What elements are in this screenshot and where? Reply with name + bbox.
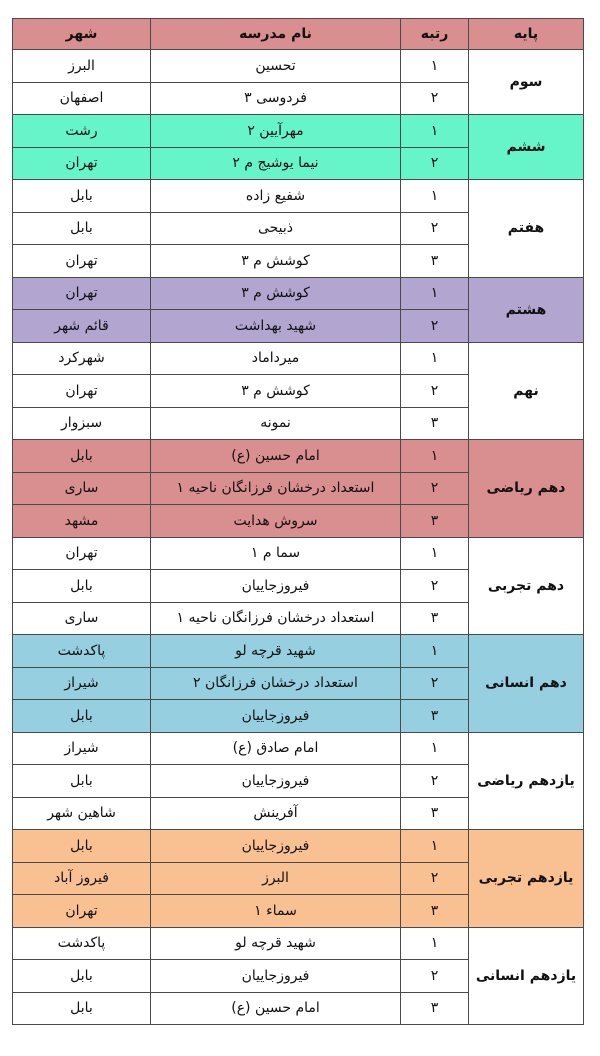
school-cell: ذبیحی — [151, 212, 401, 245]
city-cell: مشهد — [13, 505, 151, 538]
rank-cell: ۳ — [401, 992, 469, 1025]
city-cell: شاهین شهر — [13, 797, 151, 830]
city-cell: شیراز — [13, 732, 151, 765]
results-table — [12, 18, 584, 1025]
city-cell: بابل — [13, 180, 151, 213]
table-row — [13, 277, 584, 310]
school-cell: آفرینش — [151, 797, 401, 830]
city-cell: فیروز آباد — [13, 862, 151, 895]
rank-cell: ۱ — [401, 732, 469, 765]
city-cell: بابل — [13, 700, 151, 733]
grade-cell: ششم — [469, 115, 584, 180]
rank-cell: ۱ — [401, 50, 469, 83]
school-cell: میرداماد — [151, 342, 401, 375]
grade-cell: دهم ریاضی — [469, 440, 584, 538]
grade-cell: سوم — [469, 50, 584, 115]
school-cell: شفیع زاده — [151, 180, 401, 213]
grade-cell: دهم انسانی — [469, 635, 584, 733]
rank-cell: ۱ — [401, 635, 469, 668]
grade-cell: دهم تجربی — [469, 537, 584, 635]
grade-cell: یازدهم تجربی — [469, 830, 584, 928]
table-row — [13, 537, 584, 570]
header-school: نام مدرسه — [151, 19, 401, 50]
rank-cell: ۲ — [401, 472, 469, 505]
city-cell: ساری — [13, 602, 151, 635]
table-row — [13, 440, 584, 473]
results-table-container — [12, 18, 583, 1025]
rank-cell: ۳ — [401, 700, 469, 733]
school-cell: سروش هدایت — [151, 505, 401, 538]
header-grade: پایه — [469, 19, 584, 50]
city-cell: قائم شهر — [13, 310, 151, 343]
city-cell: بابل — [13, 440, 151, 473]
city-cell: سبزوار — [13, 407, 151, 440]
school-cell: فیروزجاییان — [151, 765, 401, 798]
table-row — [13, 927, 584, 960]
table-row — [13, 635, 584, 668]
rank-cell: ۱ — [401, 115, 469, 148]
school-cell: شهید قرچه لو — [151, 635, 401, 668]
header-rank: رتبه — [401, 19, 469, 50]
city-cell: بابل — [13, 570, 151, 603]
rank-cell: ۲ — [401, 765, 469, 798]
rank-cell: ۱ — [401, 180, 469, 213]
table-row — [13, 115, 584, 148]
table-row — [13, 342, 584, 375]
school-cell: امام حسین (ع) — [151, 992, 401, 1025]
school-cell: نیما یوشیج م ۲ — [151, 147, 401, 180]
city-cell: شهرکرد — [13, 342, 151, 375]
school-cell: سماء ۱ — [151, 895, 401, 928]
grade-cell: یازدهم انسانی — [469, 927, 584, 1025]
table-row — [13, 732, 584, 765]
header-city: شهر — [13, 19, 151, 50]
school-cell: نمونه — [151, 407, 401, 440]
city-cell: البرز — [13, 50, 151, 83]
grade-cell: یازدهم ریاضی — [469, 732, 584, 830]
rank-cell: ۲ — [401, 960, 469, 993]
city-cell: تهران — [13, 895, 151, 928]
school-cell: مهرآیین ۲ — [151, 115, 401, 148]
city-cell: اصفهان — [13, 82, 151, 115]
table-row — [13, 180, 584, 213]
city-cell: شیراز — [13, 667, 151, 700]
school-cell: فیروزجاییان — [151, 830, 401, 863]
rank-cell: ۲ — [401, 375, 469, 408]
school-cell: فیروزجاییان — [151, 570, 401, 603]
school-cell: کوشش م ۳ — [151, 277, 401, 310]
city-cell: ساری — [13, 472, 151, 505]
city-cell: تهران — [13, 245, 151, 278]
rank-cell: ۳ — [401, 505, 469, 538]
city-cell: پاکدشت — [13, 927, 151, 960]
table-row — [13, 830, 584, 863]
rank-cell: ۳ — [401, 797, 469, 830]
rank-cell: ۱ — [401, 830, 469, 863]
rank-cell: ۱ — [401, 537, 469, 570]
rank-cell: ۳ — [401, 602, 469, 635]
rank-cell: ۲ — [401, 82, 469, 115]
rank-cell: ۲ — [401, 212, 469, 245]
rank-cell: ۲ — [401, 570, 469, 603]
rank-cell: ۱ — [401, 277, 469, 310]
grade-cell: هشتم — [469, 277, 584, 342]
grade-cell: هفتم — [469, 180, 584, 278]
school-cell: استعداد درخشان فرزانگان ۲ — [151, 667, 401, 700]
city-cell: رشت — [13, 115, 151, 148]
rank-cell: ۱ — [401, 927, 469, 960]
school-cell: استعداد درخشان فرزانگان ناحیه ۱ — [151, 472, 401, 505]
header-row — [13, 19, 584, 50]
rank-cell: ۲ — [401, 862, 469, 895]
school-cell: البرز — [151, 862, 401, 895]
school-cell: تحسین — [151, 50, 401, 83]
school-cell: شهید بهداشت — [151, 310, 401, 343]
city-cell: تهران — [13, 277, 151, 310]
school-cell: شهید قرچه لو — [151, 927, 401, 960]
rank-cell: ۲ — [401, 667, 469, 700]
school-cell: فیروزجاییان — [151, 960, 401, 993]
school-cell: استعداد درخشان فرزانگان ناحیه ۱ — [151, 602, 401, 635]
city-cell: تهران — [13, 375, 151, 408]
school-cell: سما م ۱ — [151, 537, 401, 570]
table-row — [13, 50, 584, 83]
city-cell: بابل — [13, 992, 151, 1025]
rank-cell: ۳ — [401, 245, 469, 278]
school-cell: امام صادق (ع) — [151, 732, 401, 765]
city-cell: بابل — [13, 830, 151, 863]
city-cell: بابل — [13, 960, 151, 993]
school-cell: فیروزجاییان — [151, 700, 401, 733]
city-cell: بابل — [13, 212, 151, 245]
grade-cell: نهم — [469, 342, 584, 440]
rank-cell: ۱ — [401, 440, 469, 473]
rank-cell: ۱ — [401, 342, 469, 375]
city-cell: بابل — [13, 765, 151, 798]
rank-cell: ۲ — [401, 310, 469, 343]
school-cell: کوشش م ۳ — [151, 245, 401, 278]
school-cell: کوشش م ۳ — [151, 375, 401, 408]
city-cell: تهران — [13, 537, 151, 570]
school-cell: فردوسی ۳ — [151, 82, 401, 115]
rank-cell: ۳ — [401, 407, 469, 440]
rank-cell: ۳ — [401, 895, 469, 928]
rank-cell: ۲ — [401, 147, 469, 180]
city-cell: تهران — [13, 147, 151, 180]
city-cell: پاکدشت — [13, 635, 151, 668]
table-body — [13, 50, 584, 1025]
school-cell: امام حسین (ع) — [151, 440, 401, 473]
